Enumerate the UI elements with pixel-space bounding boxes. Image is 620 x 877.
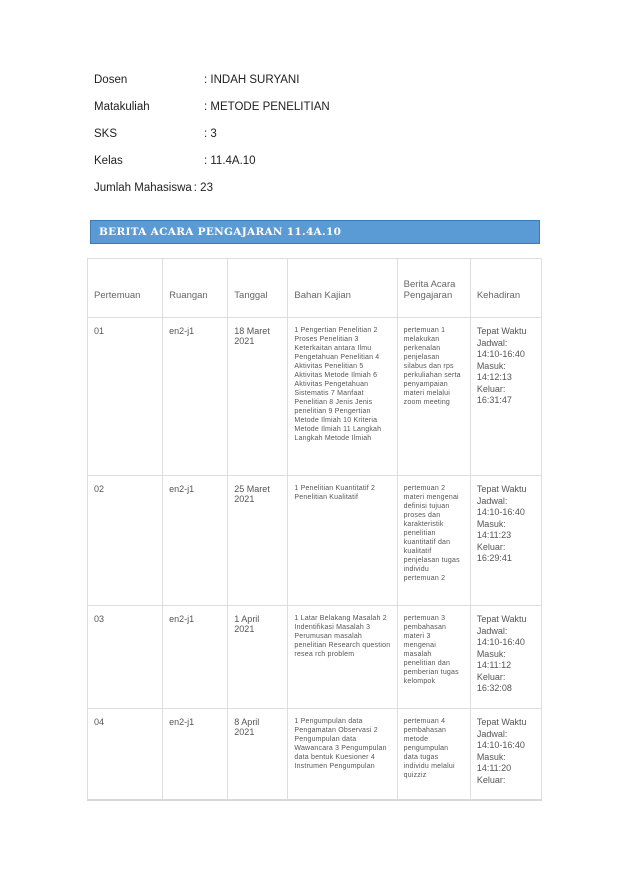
cell-pertemuan: 02 (88, 476, 163, 606)
cell-bahan-kajian: 1 Pengertian Penelitian 2 Proses Penelitian 3 Keterkaitan antara Ilmu Pengetahuan Penelitian 4 Aktivitas Penelitian 5 Aktivitas Metode Ilmiah 6 Aktivitas Pengetahuan Sistematis 7 Manfaat Penelitian 8 Jenis Jenis penelitian 9 Pengertian Metode Ilmiah 10 Kriteria Metode Ilmiah 11 Langkah Langkah Metode Ilmiah (288, 318, 397, 476)
course-info (94, 74, 330, 209)
cell-pertemuan: 03 (88, 606, 163, 709)
cell-tanggal: 8 April 2021 (228, 709, 288, 801)
info-label: Matakuliah (94, 101, 150, 113)
cell-ruangan: en2-j1 (163, 318, 228, 476)
kehadiran-line: Jadwal: (476, 337, 508, 348)
info-label: SKS (94, 128, 118, 140)
attendance-table (87, 258, 542, 801)
column-header: Bahan Kajian (288, 259, 397, 318)
cell-tanggal: 18 Maret 2021 (228, 318, 288, 476)
kehadiran-status: Tepat Waktu (476, 717, 527, 727)
column-header: Pertemuan (88, 259, 163, 318)
cell-ruangan: en2-j1 (163, 606, 228, 709)
cell-kehadiran (470, 606, 541, 709)
column-header: Kehadiran (470, 259, 541, 318)
cell-ruangan: en2-j1 (163, 709, 228, 801)
kehadiran-status: Tepat Waktu (476, 614, 527, 624)
column-header: Berita Acara Pengajaran (397, 259, 470, 318)
kehadiran-line: Keluar: (476, 541, 506, 552)
cell-kehadiran (470, 476, 541, 606)
cell-bahan-kajian: 1 Pengumpulan data Pengamatan Observasi 2 Pengumpulan data Wawancara 3 Pengumpulan data bentuk Kuesioner 4 Instrumen Pengumpulan (288, 709, 397, 801)
table-row (88, 476, 542, 606)
cell-kehadiran (470, 318, 541, 476)
kehadiran-line: Masuk: (476, 518, 506, 529)
kehadiran-line: Masuk: (476, 360, 506, 371)
table-row (88, 709, 542, 801)
info-matakuliah (94, 101, 330, 128)
info-label: Kelas (94, 155, 123, 167)
section-banner: BERITA ACARA PENGAJARAN 11.4A.10 (90, 220, 540, 244)
kehadiran-line: Jadwal: (476, 728, 508, 739)
table-header-row (88, 259, 542, 318)
table-row (88, 606, 542, 709)
kehadiran-line: 14:10-16:40 (476, 507, 525, 517)
info-value: : 3 (204, 128, 217, 140)
cell-pertemuan: 04 (88, 709, 163, 801)
kehadiran-line: Jadwal: (476, 625, 508, 636)
info-jumlah-mahasiswa (94, 182, 330, 209)
info-label: Jumlah Mahasiswa (94, 182, 192, 194)
kehadiran-line: 14:12:13 (476, 372, 512, 382)
kehadiran-line: Keluar: (476, 774, 506, 785)
kehadiran-line: 14:11:23 (476, 530, 512, 540)
cell-berita-acara: pertemuan 4 pembahasan metode pengumpulan data tugas individu melalui quizziz (397, 709, 470, 801)
kehadiran-line: 16:29:41 (476, 553, 512, 563)
cell-tanggal: 25 Maret 2021 (228, 476, 288, 606)
column-header: Tanggal (228, 259, 288, 318)
info-sks (94, 128, 330, 155)
kehadiran-line: 14:11:20 (476, 763, 512, 773)
cell-pertemuan: 01 (88, 318, 163, 476)
kehadiran-line: Keluar: (476, 671, 506, 682)
cell-kehadiran (470, 709, 541, 801)
info-value: : METODE PENELITIAN (204, 101, 330, 113)
kehadiran-line: Keluar: (476, 383, 506, 394)
cell-berita-acara: pertemuan 1 melakukan perkenalan penjelasan silabus dan rps perkuliahan serta penyampaian materi melalui zoom meeting (397, 318, 470, 476)
kehadiran-line: Masuk: (476, 648, 506, 659)
kehadiran-line: 14:10-16:40 (476, 740, 525, 750)
info-kelas (94, 155, 330, 182)
kehadiran-line: 14:10-16:40 (476, 349, 525, 359)
kehadiran-line: Masuk: (476, 751, 506, 762)
cell-ruangan: en2-j1 (163, 476, 228, 606)
kehadiran-line: 14:10-16:40 (476, 637, 525, 647)
column-header: Ruangan (163, 259, 228, 318)
info-dosen (94, 74, 330, 101)
info-value: : 11.4A.10 (204, 155, 256, 167)
cell-berita-acara: pertemuan 3 pembahasan materi 3 mengenai masalah penelitian dan pemberian tugas kelompok (397, 606, 470, 709)
cell-berita-acara: pertemuan 2 materi mengenai definisi tujuan proses dan karakteristik penelitian kuantitatif dan kualitatif penjelasan tugas individu pertemuan 2 (397, 476, 470, 606)
kehadiran-line: Jadwal: (476, 495, 508, 506)
cell-tanggal: 1 April 2021 (228, 606, 288, 709)
cell-bahan-kajian: 1 Penelitian Kuantitatif 2 Penelitian Kualitatif (288, 476, 397, 606)
info-label: Dosen (94, 74, 128, 86)
kehadiran-line: 16:32:08 (476, 683, 512, 693)
kehadiran-status: Tepat Waktu (476, 484, 527, 494)
table-row (88, 318, 542, 476)
cell-bahan-kajian: 1 Latar Belakang Masalah 2 Indentifikasi Masalah 3 Perumusan masalah penelitian Research question resea rch problem (288, 606, 397, 709)
info-value: : 23 (193, 182, 213, 194)
kehadiran-line: 16:31:47 (476, 395, 512, 405)
kehadiran-status: Tepat Waktu (476, 326, 527, 336)
kehadiran-line: 14:11:12 (476, 660, 512, 670)
info-value: : INDAH SURYANI (204, 74, 300, 86)
